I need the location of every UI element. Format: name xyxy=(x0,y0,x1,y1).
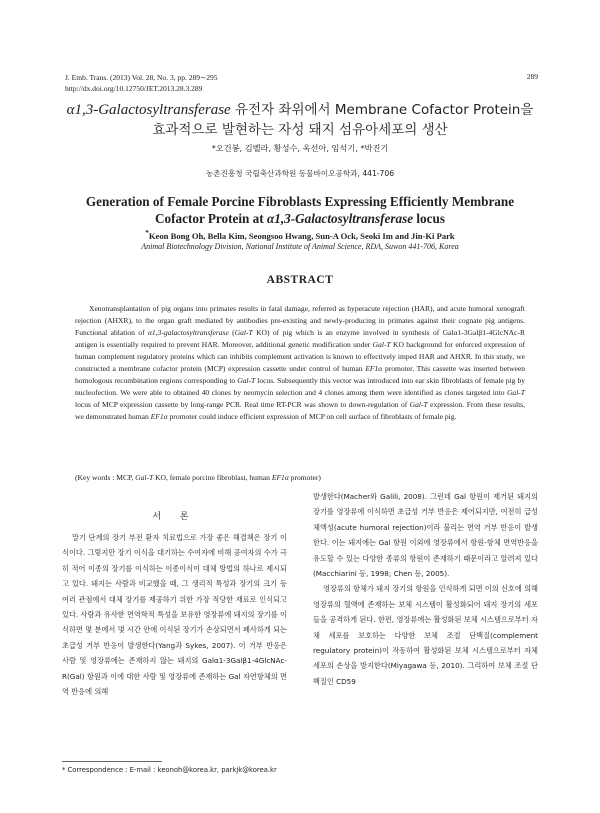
english-title-pre: Cofactor Protein at xyxy=(155,211,267,226)
body-paragraph: 말기 단계의 장기 부전 환자 치료법으로 가장 좋은 해결책은 장기 이식이다. 그렇지만 장기 이식을 대기하는 수여자에 비해 공여자의 수가 극히 적어 이종의 장기를 이식하는 이종이식이 대체 방법의 하나로 제시되고 있다. 돼지는 사람과 비교했을 때, 그 생리적 특성과 장기의 크기 등 여러 관점에서 대체 장기를 제공하기 위한 가장 적당한 재료로 인식되고 있다. 사람과 유사한 면역학적 특성을 보유한 영장류에 돼지의 장기를 이식하면 몇 분에서 몇 시간 안에 이식된 장기가 손상되면서 폐사하게 되는 초급성 거부 반응이 발생한다(Yang과 Sykes, 2007). 이 거부 반응은 사람 및 영장류에는 존재하지 않는 돼지의 Galα1-3Galβ1-4GlcNAc-R(Gal) 항원과 이에 대한 사람 및 영장류에 존재하는 Gal 자연항체의 면역 반응에 의해 xyxy=(62,533,287,697)
abstract-text: locus of MCP expression cassette by long-range PCR. Real time RT-PCR was shown to down-regulation of xyxy=(75,400,410,410)
correspondence-footnote: * Correspondence : E-mail : keonoh@korea.kr, parkjk@korea.kr xyxy=(62,766,277,774)
keyword-gene: Gal-T xyxy=(135,473,154,482)
abstract-text: promoter. This cassette was inserted between homologous recombination regions corresponding to xyxy=(75,364,525,386)
abstract-heading: ABSTRACT xyxy=(266,274,334,286)
abstract-text: promoter could induce efficient expression of MCP on cell surface of fibroblasts of female pig. xyxy=(167,412,457,422)
journal-citation: J. Emb. Trans. (2013) Vol. 28, No. 3, pp. 289∼295 xyxy=(65,73,218,82)
body-paragraph: 영장류의 항체가 돼지 장기의 항원을 인식하게 되면 이의 신호에 의해 영장류의 혈액에 존재하는 보체 시스템이 활성화되어 돼지 장기의 세포들을 공격하게 된다. 한편, 영장류에는 활성화된 보체 시스템으로부터 자체 세포를 보호하는 다양한 보체 조절 단백질(complement regulatory protein)이 작동하여 활성화된 보체 시스템으로부터 자체 세포의 손상을 방지한다(Miyagawa 등, 2010). 그리하여 보체 조절 단백질인 CD59 xyxy=(313,584,538,686)
abstract-text: expression. From these results, we demonstrated human xyxy=(75,400,525,422)
abstract-gene: Gal-T xyxy=(372,340,391,350)
korean-title-part-1: 유전자 좌위에서 Membrane Cofactor Protein을 xyxy=(230,102,534,118)
footnote-divider xyxy=(62,761,162,762)
abstract-text: Xenotransplantation of pig organs into primates results in fatal damage, referred as hyperacute rejection (HAR), and acute humoral xenograft rejection (AHXR), to the organ graft mediated by antibodies pre-existing and newly-producing in primates against their cognate pig antigens. Functional ablation of xyxy=(75,304,525,338)
body-column-left xyxy=(62,530,287,699)
abstract-gene: α1,3-galactosyltransferase xyxy=(147,328,229,338)
abstract-text: locus. Subsequently this vector was introduced into ear skin fibroblasts of female pig by nucleofection. We were able to obtained 40 clones by neomycin selection and 4 clones among them were identified as clones targeted into xyxy=(75,376,525,398)
abstract-gene: EF1α xyxy=(150,412,168,422)
english-title xyxy=(60,193,540,227)
abstract-text: KO background for enforced expression of human complement regulatory proteins which can inhibits complement activation is known to effectively imped HAR and AHXR. In this study, we constructed a membrane cofactor protein (MCP) expression cassette under control of human xyxy=(75,340,526,374)
corresponding-mark: * xyxy=(145,229,149,237)
english-affiliation: Animal Biotechnology Division, National Institute of Animal Science, RDA, Suwon 441-706, Korea xyxy=(141,242,459,251)
abstract-gene: Gal-T xyxy=(237,376,256,386)
abstract-gene: Gal-T xyxy=(234,328,253,338)
english-author-list: Keon Bong Oh, Bella Kim, Seongsoo Hwang, Sun-A Ock, Seoki Im and Jin-Ki Park xyxy=(148,230,455,241)
abstract-gene: EF1α xyxy=(365,364,383,374)
english-title-post: locus xyxy=(413,211,445,226)
keywords-text: promoter) xyxy=(288,473,321,482)
keyword-gene: EF1α xyxy=(271,473,289,482)
abstract-text: ( xyxy=(228,328,235,338)
doi-link[interactable]: http://dx.doi.org/10.12750/JET.2013.28.3.289 xyxy=(65,84,203,93)
keywords-text: (Key words : MCP, xyxy=(75,473,136,482)
english-title-line-1: Generation of Female Porcine Fibroblasts Expressing Efficiently Membrane xyxy=(85,194,515,209)
body-column-right xyxy=(313,489,538,689)
keywords-text: KO, female porcine fibroblast, human xyxy=(153,473,272,482)
korean-authors: *오건봉, 김벨라, 황성수, 옥선아, 임석기, *박진기 xyxy=(211,143,389,153)
korean-title xyxy=(60,100,540,140)
keywords xyxy=(75,473,525,482)
abstract-paragraph xyxy=(75,303,525,423)
abstract-gene: Gal-T xyxy=(409,400,428,410)
abstract-gene: Gal-T xyxy=(506,388,525,398)
english-authors xyxy=(60,229,540,241)
abstract-body xyxy=(75,303,525,423)
body-paragraph: 발생한다(Macher와 Galili, 2008). 그런데 Gal 항원이 제거된 돼지의 장기를 영장류에 이식하면 초급성 거부 반응은 제어되지만, 여전히 급성 체액성(acute humoral rejection)이라 불리는 면역 거부 반응이 발생한다. 이는 돼지에는 Gal 항원 이외에 영장류에서 항원-항체 면역반응을 유도할 수 있는 다양한 종류의 항원이 존재하기 때문이라고 알려져 있다(Macchiarini 등, 1998; Chen 등, 2005). xyxy=(313,492,538,579)
korean-affiliation: 농촌진흥청 국립축산과학원 동물바이오공학과, 441-706 xyxy=(205,169,395,178)
page-number: 289 xyxy=(526,72,538,81)
korean-title-part-2: 효과적으로 발현하는 자성 돼지 섬유아세포의 생산 xyxy=(152,122,448,138)
introduction-heading: 서 론 xyxy=(152,512,197,522)
english-title-gene: α1,3-Galactosyltransferase xyxy=(266,211,414,226)
korean-title-gene: α1,3-Galactosyltransferase xyxy=(66,102,231,118)
journal-header xyxy=(65,72,217,94)
abstract-text: KO) of pig which is an enzyme involved in synthesis of Galα1-3Galβ1-4GlcNAc-R antigen is essentially required to prevent HAR. Moreover, additional genetic modification under xyxy=(75,328,525,350)
